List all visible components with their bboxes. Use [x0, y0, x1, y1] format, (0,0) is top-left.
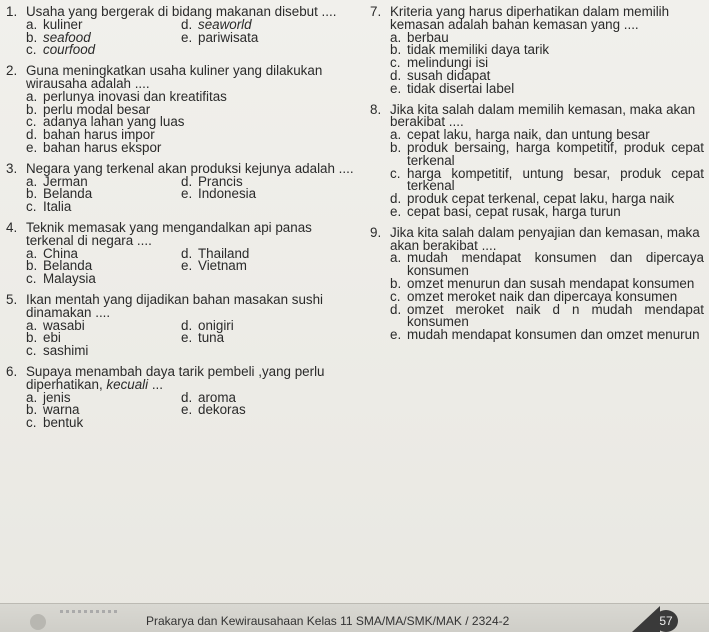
question-number: 3. — [6, 160, 18, 176]
option-a: a. mudah mendapat konsumen dan dipercaya konsumen — [390, 250, 704, 279]
question-number: 8. — [370, 101, 382, 117]
question-text: Supaya menambah daya tarik pembeli ,yang perlu diperhatikan, kecuali ... — [26, 363, 325, 392]
question-text: Teknik memasak yang mengandalkan api panas terkenal di negara .... — [26, 219, 312, 248]
option-b: b. warna — [26, 402, 80, 418]
circle-decoration-icon — [30, 614, 46, 630]
option-d: d. aroma — [181, 389, 236, 405]
question-text: Kriteria yang harus diperhatikan dalam memilih kemasan adalah bahan kemasan yang .... — [390, 4, 670, 32]
question-number: 1. — [6, 4, 18, 19]
footer-title: Prakarya dan Kewirausahaan Kelas 11 SMA/MA/SMK/MAK / 2324-2 — [146, 614, 510, 628]
question-1 — [6, 6, 358, 57]
option-b: b. omzet menurun dan susah mendapat konsumen — [390, 275, 695, 291]
option-a: a. jenis — [26, 389, 71, 405]
option-b: b. tidak memiliki daya tarik — [390, 42, 550, 58]
options — [390, 252, 704, 342]
option-c: c. courfood — [26, 42, 96, 58]
option-a: a. berbau — [390, 29, 449, 45]
question-text: Jika kita salah dalam penyajian dan kemasan, maka akan berakibat .... — [390, 224, 700, 253]
question-text: Negara yang terkenal akan produksi kejunya adalah .... — [26, 160, 354, 176]
option-a: a. China — [26, 245, 78, 261]
right-column — [370, 6, 704, 350]
option-a: a. wasabi — [26, 317, 85, 333]
option-a: a. Jerman — [26, 173, 88, 189]
question-number: 6. — [6, 363, 18, 379]
option-b: b. Belanda — [26, 186, 93, 202]
question-number: 9. — [370, 224, 382, 240]
options — [26, 16, 358, 58]
question-text: Ikan mentah yang dijadikan bahan masakan sushi dinamakan .... — [26, 291, 324, 320]
option-b: b. produk bersaing, harga kompetitif, produk cepat terkenal — [390, 139, 704, 168]
option-c: c. bentuk — [26, 415, 84, 431]
option-c: c. harga kompetitif, untung besar, produk cepat terkenal — [390, 165, 704, 194]
option-b: b. ebi — [26, 330, 61, 346]
option-a: a. perlunya inovasi dan kreatifitas — [26, 88, 227, 104]
options — [26, 173, 358, 215]
options — [26, 317, 358, 359]
question-8 — [370, 101, 704, 219]
options — [26, 245, 358, 287]
option-d: d. onigiri — [181, 317, 234, 333]
option-b: b. Belanda — [26, 258, 93, 274]
option-e: e. tidak disertai label — [390, 80, 515, 96]
option-c: c. melindungi isi — [390, 55, 489, 71]
option-c: c. Malaysia — [26, 271, 96, 287]
options — [390, 29, 704, 96]
options — [26, 88, 358, 155]
question-number: 2. — [6, 63, 18, 79]
option-e: e. dekoras — [181, 402, 246, 418]
option-c: c. omzet meroket naik dan dipercaya konsumen — [390, 288, 678, 304]
option-e: e. Vietnam — [181, 258, 247, 274]
question-number: 5. — [6, 291, 18, 307]
options — [390, 129, 704, 219]
options — [26, 389, 358, 431]
option-a: a. cepat laku, harga naik, dan untung besar — [390, 127, 650, 143]
option-d: d. bahan harus impor — [26, 127, 155, 143]
option-d: d. seaworld — [181, 16, 252, 32]
question-9 — [370, 224, 704, 343]
question-text: Jika kita salah dalam memilih kemasan, maka akan berakibat .... — [390, 101, 696, 130]
question-3 — [6, 160, 358, 215]
question-text: Guna meningkatkan usaha kuliner yang dilakukan wirausaha adalah .... — [26, 63, 323, 91]
option-c: c. Italia — [26, 199, 72, 215]
question-5 — [6, 291, 358, 359]
option-d: d. Prancis — [181, 173, 243, 189]
option-a: a. kuliner — [26, 16, 83, 32]
option-b: b. perlu modal besar — [26, 101, 151, 117]
page-footer — [0, 603, 709, 632]
question-2 — [6, 65, 358, 155]
option-e: e. bahan harus ekspor — [26, 139, 162, 155]
question-text: Usaha yang bergerak di bidang makanan disebut .... — [26, 4, 337, 19]
question-4 — [6, 219, 358, 287]
question-number: 4. — [6, 219, 18, 235]
option-d: d. susah didapat — [390, 67, 491, 83]
left-column — [6, 6, 358, 438]
option-e: e. Indonesia — [181, 186, 257, 202]
option-d: d. produk cepat terkenal, cepat laku, harga naik — [390, 191, 675, 207]
question-7 — [370, 6, 704, 96]
option-e: e. cepat basi, cepat rusak, harga turun — [390, 203, 621, 219]
dotted-line-decoration — [60, 610, 120, 613]
option-e: e. pariwisata — [181, 29, 259, 45]
option-e: e. tuna — [181, 330, 225, 346]
option-d: d. Thailand — [181, 245, 250, 261]
option-c: c. sashimi — [26, 343, 89, 359]
option-b: b. seafood — [26, 29, 91, 45]
option-c: c. adanya lahan yang luas — [26, 114, 185, 130]
option-d: d. omzet meroket naik d n mudah mendapat konsumen — [390, 301, 704, 330]
question-6 — [6, 363, 358, 431]
question-number: 7. — [370, 4, 382, 19]
option-e: e. mudah mendapat konsumen dan omzet menurun — [390, 327, 700, 343]
page-number-badge: 57 — [654, 610, 678, 632]
